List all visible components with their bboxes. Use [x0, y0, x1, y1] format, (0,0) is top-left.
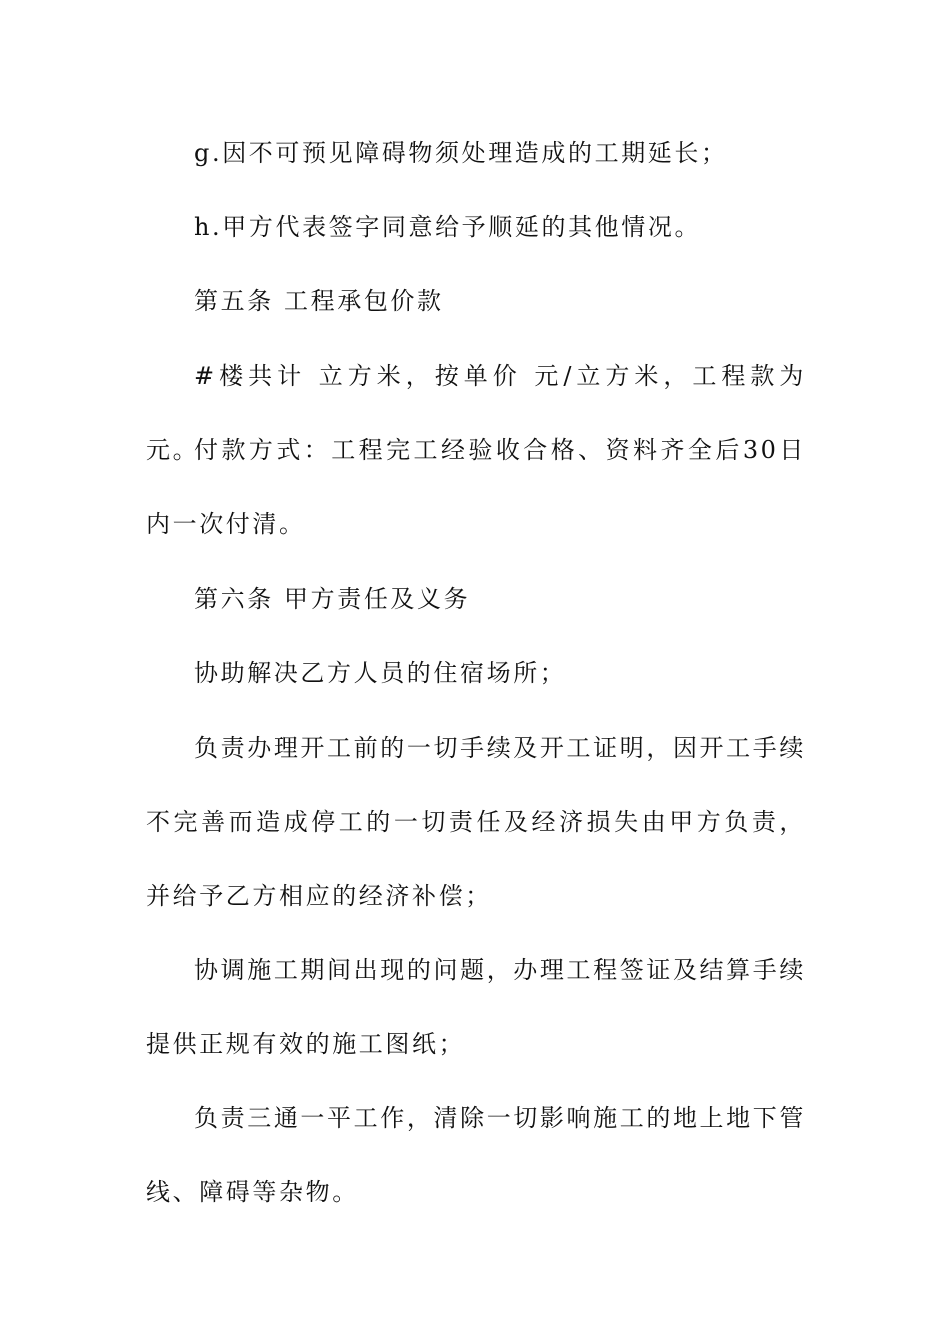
clause-item-g: g.因不可预见障碍物须处理造成的工期延长； — [194, 139, 728, 167]
duty-coordination-paragraph: 协调施工期间出现的问题，办理工程签证及结算手续提供正规有效的施工图纸； — [146, 956, 806, 1058]
clause-item-h: h.甲方代表签字同意给予顺延的其他情况。 — [194, 213, 702, 241]
price-paragraph: #楼共计 立方米，按单价 元/立方米，工程款为元。 — [146, 362, 806, 464]
article-6-heading: 第六条 甲方责任及义务 — [194, 585, 471, 613]
article-5-heading: 第五条 工程承包价款 — [194, 287, 444, 315]
duty-accommodation-paragraph: 协助解决乙方人员的住宿场所； — [194, 659, 567, 687]
payment-terms-paragraph: 付款方式：工程完工经验收合格、资料齐全后30日内一次付清。 — [146, 436, 806, 538]
duty-site-prep-paragraph: 负责三通一平工作，清除一切影响施工的地上地下管线、障碍等杂物。 — [146, 1104, 806, 1206]
duty-permits-paragraph: 负责办理开工前的一切手续及开工证明，因开工手续不完善而造成停工的一切责任及经济损失由甲方负责，并给予乙方相应的经济补偿； — [146, 734, 806, 910]
